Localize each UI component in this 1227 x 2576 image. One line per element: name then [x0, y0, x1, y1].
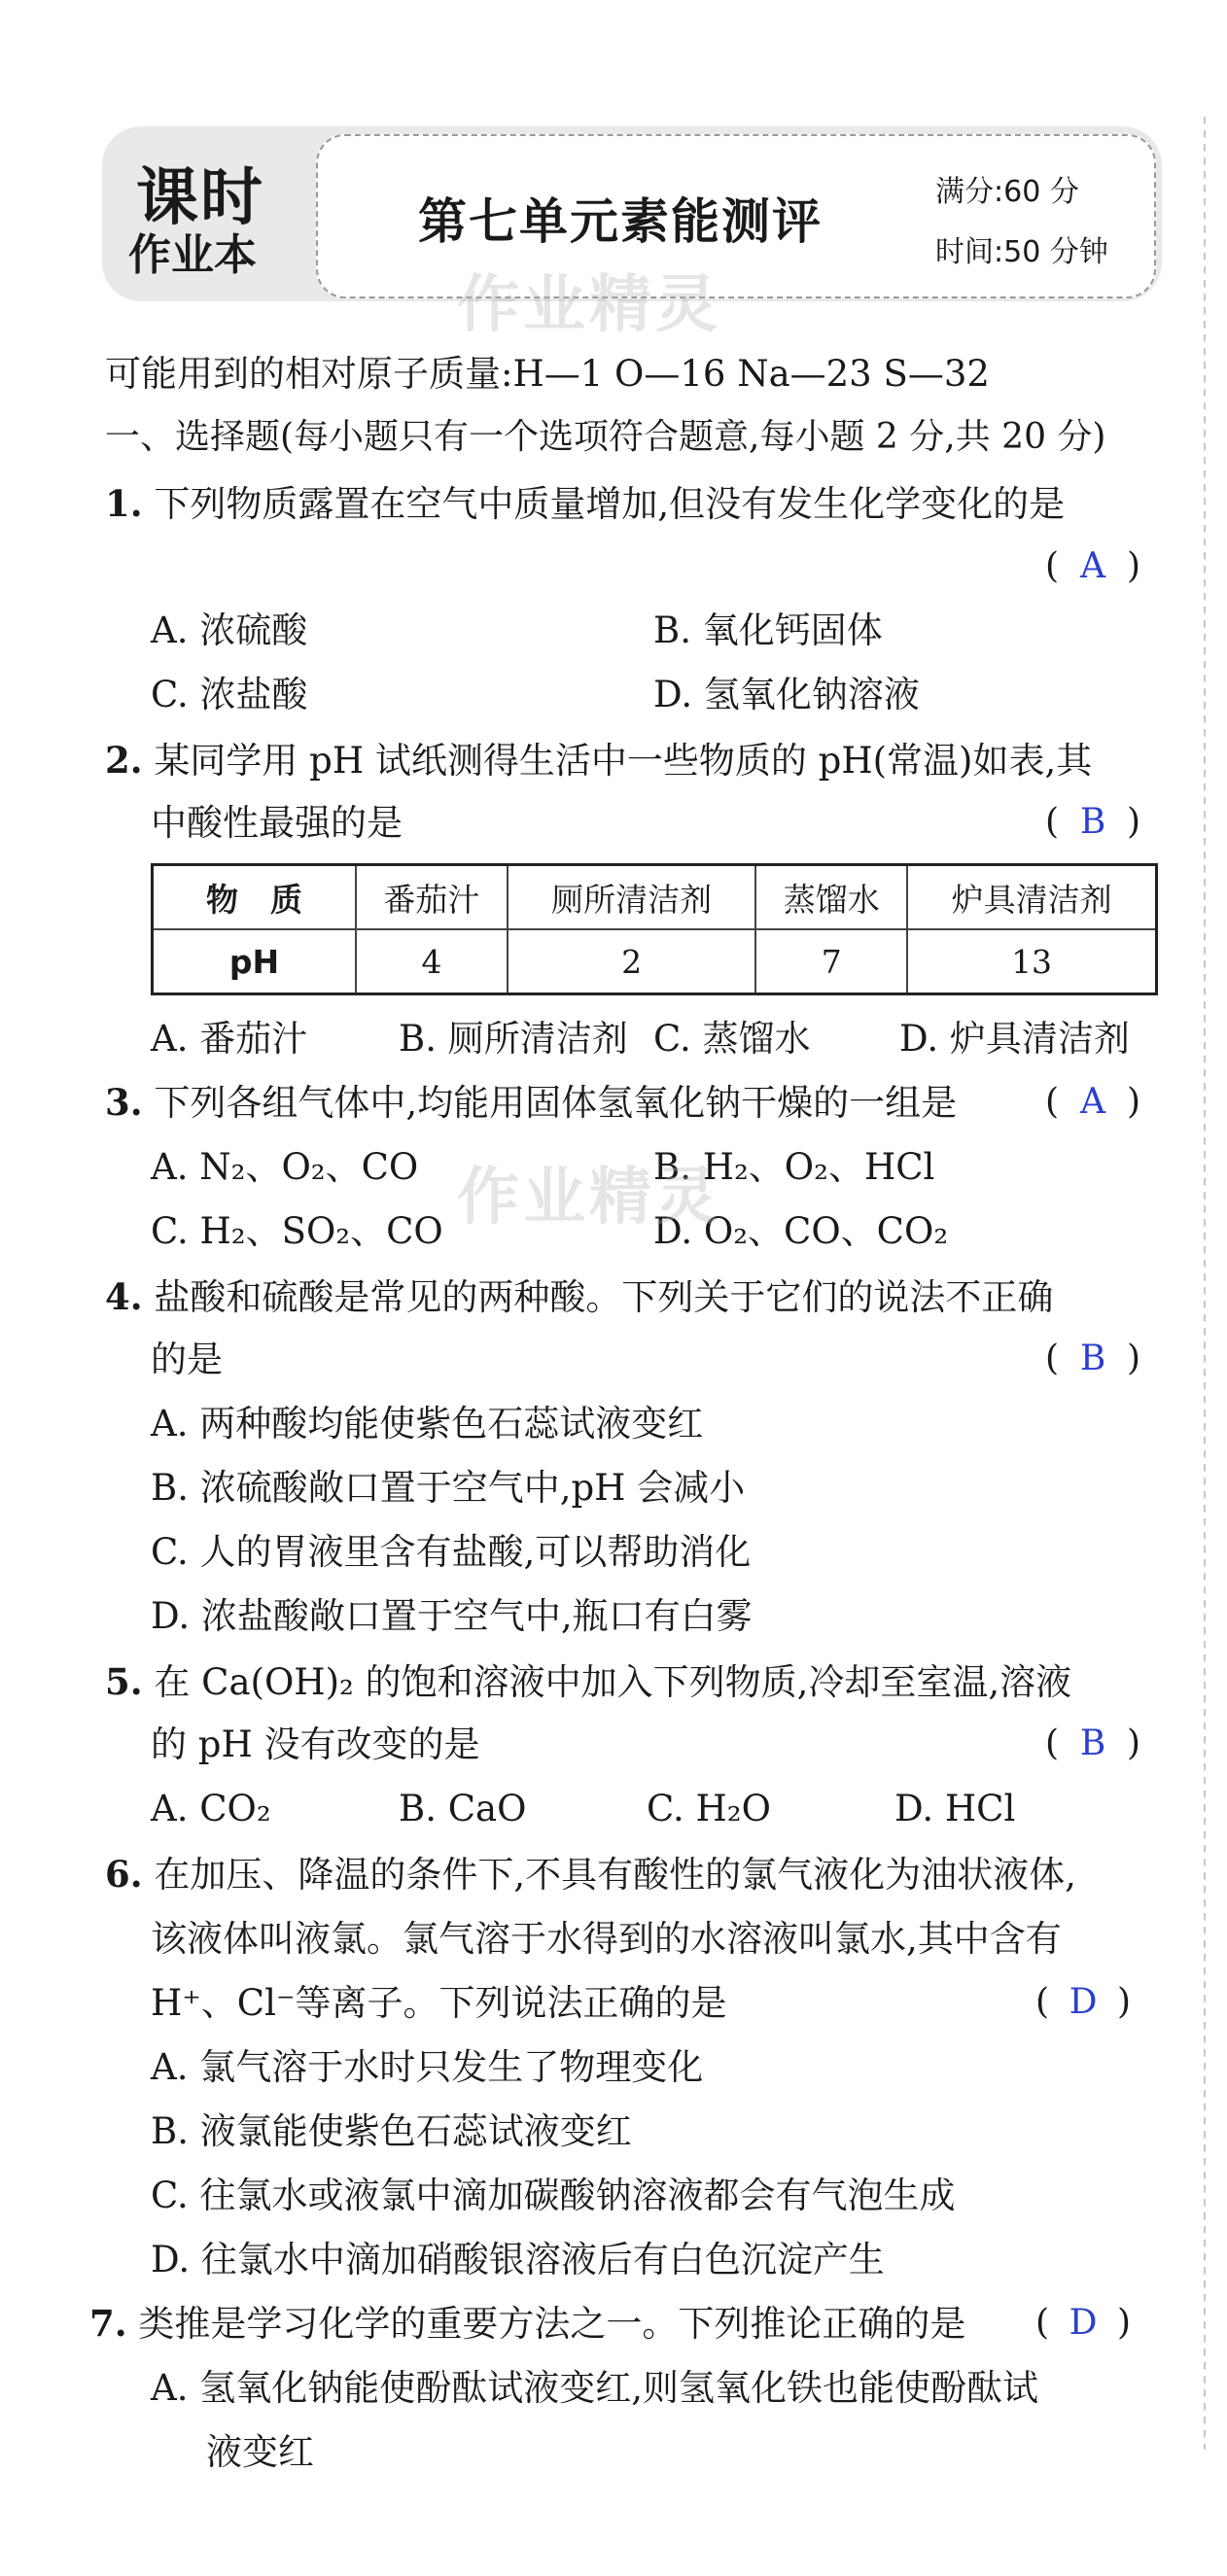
q-number: 4. — [105, 1275, 143, 1318]
q-text: 下列物质露置在空气中质量增加,但没有发生化学变化的是 — [154, 483, 1066, 525]
option: D. O₂、CO、CO₂ — [653, 1210, 949, 1252]
answer-letter: B — [1079, 802, 1106, 842]
option: A. 浓硫酸 — [151, 609, 308, 651]
table-cell: 厕所清洁剂 — [508, 865, 756, 930]
answer-letter: B — [1079, 1723, 1106, 1763]
table-row — [153, 929, 1157, 994]
table-cell: 7 — [755, 929, 907, 994]
q-text: 某同学用 pH 试纸测得生活中一些物质的 pH(常温)如表,其 — [154, 740, 1093, 782]
answer-5: ( B ) — [1045, 1723, 1141, 1763]
option: C. H₂O — [647, 1788, 771, 1829]
option: B. 厕所清洁剂 — [399, 1018, 628, 1060]
logo-line2: 作业本 — [128, 230, 257, 280]
section-heading: 一、选择题(每小题只有一个选项符合题意,每小题 2 分,共 20 分) — [105, 417, 1106, 457]
q-number: 5. — [105, 1660, 143, 1703]
table-cell: 2 — [508, 929, 756, 994]
option: A. 氢氧化钠能使酚酞试液变红,则氢氧化铁也能使酚酞试 — [151, 2367, 1039, 2409]
option: A. 番茄汁 — [151, 1018, 308, 1060]
exam-time: 时间:50 分钟 — [935, 235, 1108, 269]
option: A. CO₂ — [151, 1788, 271, 1829]
answer-letter: B — [1079, 1339, 1106, 1378]
table-cell: 炉具清洁剂 — [907, 865, 1156, 930]
answer-2: ( B ) — [1045, 802, 1141, 842]
question-3 — [105, 1081, 958, 1124]
option: B. 浓硫酸敞口置于空气中,pH 会减小 — [151, 1467, 746, 1509]
watermark: 作业精灵 — [457, 1162, 721, 1234]
option: C. 浓盐酸 — [151, 674, 308, 715]
page-title: 第七单元素能测评 — [418, 193, 823, 250]
question-2 — [105, 739, 1093, 782]
option: C. 蒸馏水 — [653, 1018, 811, 1060]
q-text: 盐酸和硫酸是常见的两种酸。下列关于它们的说法不正确 — [154, 1276, 1054, 1318]
answer-4: ( B ) — [1045, 1339, 1141, 1378]
option: B. H₂、O₂、HCl — [653, 1146, 935, 1188]
logo-line1: 课时 — [136, 162, 264, 234]
q-text-cont: 的是 — [151, 1339, 223, 1380]
table-cell: 物 质 — [153, 865, 357, 930]
option-cont: 液变红 — [206, 2431, 314, 2473]
brand-logo — [115, 138, 309, 294]
answer-letter: D — [1069, 2303, 1098, 2343]
q-number: 2. — [105, 739, 143, 782]
option: D. 氢氧化钠溶液 — [653, 674, 920, 715]
option: A. N₂、O₂、CO — [151, 1146, 419, 1188]
answer-7: ( D ) — [1035, 2303, 1132, 2343]
question-4 — [105, 1275, 1054, 1318]
q-number: 1. — [105, 482, 143, 525]
q-text-cont: H⁺、Cl⁻等离子。下列说法正确的是 — [151, 1982, 727, 2024]
ph-table — [151, 863, 1158, 995]
table-cell: 番茄汁 — [356, 865, 508, 930]
table-cell: 4 — [356, 929, 508, 994]
q-text: 下列各组气体中,均能用固体氢氧化钠干燥的一组是 — [154, 1082, 958, 1124]
option: D. 浓盐酸敞口置于空气中,瓶口有白雾 — [151, 1595, 753, 1637]
question-6 — [105, 1853, 1076, 1896]
table-cell: 蒸馏水 — [755, 865, 907, 930]
q-text: 在 Ca(OH)₂ 的饱和溶液中加入下列物质,冷却至室温,溶液 — [154, 1661, 1072, 1703]
option: B. 液氯能使紫色石蕊试液变红 — [151, 2110, 632, 2152]
q-text-cont: 中酸性最强的是 — [151, 802, 403, 844]
option: D. 炉具清洁剂 — [899, 1018, 1130, 1060]
q-text: 在加压、降温的条件下,不具有酸性的氯气液化为油状液体, — [154, 1854, 1076, 1896]
answer-6: ( D ) — [1035, 1982, 1132, 2022]
option: B. 氧化钙固体 — [653, 609, 883, 651]
table-cell: 13 — [907, 929, 1156, 994]
answer-letter: D — [1069, 1982, 1098, 2022]
option: A. 两种酸均能使紫色石蕊试液变红 — [151, 1403, 704, 1445]
page-edge-dashes — [1204, 117, 1206, 2450]
option: C. H₂、SO₂、CO — [151, 1210, 443, 1252]
q-number: 3. — [105, 1081, 143, 1124]
question-1 — [105, 482, 1066, 525]
q-number: 7. — [89, 2302, 127, 2345]
answer-3: ( A ) — [1045, 1082, 1141, 1122]
q-text-cont: 该液体叫液氯。氯气溶于水得到的水溶液叫氯水,其中含有 — [151, 1918, 1062, 1960]
question-7 — [89, 2302, 966, 2345]
option: C. 人的胃液里含有盐酸,可以帮助消化 — [151, 1531, 752, 1573]
q-text-cont: 的 pH 没有改变的是 — [151, 1723, 480, 1765]
answer-letter: A — [1080, 1082, 1106, 1122]
atomic-masses: 可能用到的相对原子质量:H—1 O—16 Na—23 S—32 — [105, 353, 990, 395]
option: B. CaO — [399, 1788, 527, 1829]
option: D. HCl — [894, 1788, 1016, 1829]
watermark: 作业精灵 — [457, 269, 721, 341]
full-score: 满分:60 分 — [935, 175, 1079, 209]
option: C. 往氯水或液氯中滴加碳酸钠溶液都会有气泡生成 — [151, 2175, 956, 2216]
answer-letter: A — [1080, 546, 1106, 586]
question-5 — [105, 1660, 1072, 1703]
table-cell: pH — [153, 929, 357, 994]
option: D. 往氯水中滴加硝酸银溶液后有白色沉淀产生 — [151, 2239, 885, 2280]
answer-1: ( A ) — [1045, 546, 1141, 586]
table-header-row — [153, 865, 1157, 930]
q-text: 类推是学习化学的重要方法之一。下列推论正确的是 — [138, 2303, 966, 2345]
q-number: 6. — [105, 1853, 143, 1896]
option: A. 氯气溶于水时只发生了物理变化 — [151, 2046, 704, 2088]
